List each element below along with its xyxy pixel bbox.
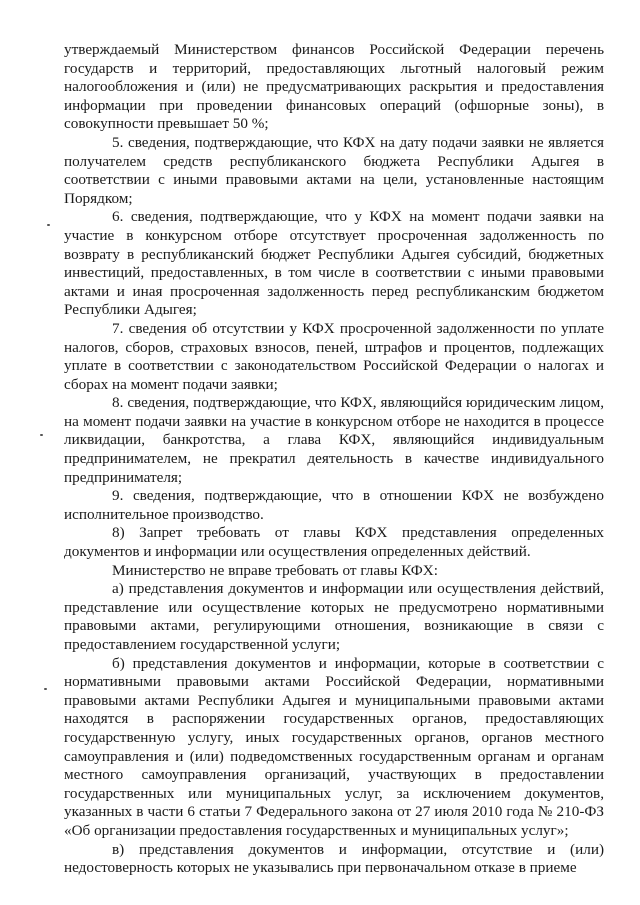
document-body: [64, 41, 604, 878]
margin-speck: [44, 688, 47, 690]
paragraph-item-v: в) представления документов и информации, отсутствие и (или) недостоверность которых не указывались при первоначальном отказе в приеме: [64, 840, 604, 877]
paragraph-item-5: 5. сведения, подтверждающие, что КФХ на дату подачи заявки не является получателем средств республиканского бюджета Республики Адыгея в соответствии с иными правовыми актами на цели, установленные настоящим Порядком;: [64, 133, 604, 207]
paragraph-item-7: 7. сведения об отсутствии у КФХ просроченной задолженности по уплате налогов, сборов, страховых взносов, пеней, штрафов и процентов, подлежащих уплате в соответствии с законодательством Российской Федерации о налогах и сборах на момент подачи заявки;: [64, 319, 604, 393]
margin-speck: [40, 434, 43, 436]
margin-speck: [47, 224, 50, 226]
paragraph-item-8: 8. сведения, подтверждающие, что КФХ, являющийся юридическим лицом, на момент подачи заявки на участие в конкурсном отборе не находится в процессе ликвидации, банкротства, а глава КФХ, являющийся индивидуальным предпринимателем, не прекратил деятельность в качестве индивидуального предпринимателя;: [64, 394, 604, 486]
paragraph-section-8: 8) Запрет требовать от главы КФХ представления определенных документов и информации или осуществления определенных действий.: [64, 524, 604, 561]
paragraph-item-a: а) представления документов и информации или осуществления действий, представление или осуществление которых не предусмотрено нормативными правовыми актами, регулирующими отношения, возникающие в связи с предоставлением государственной услуги;: [64, 580, 604, 653]
paragraph-item-9: 9. сведения, подтверждающие, что в отношении КФХ не возбуждено исполнительное производство.: [64, 487, 604, 523]
paragraph-item-b: б) представления документов и информации, которые в соответствии с нормативными правовыми актами Российской Федерации, нормативными правовыми актами Республики Адыгея и муниципальными правовыми актами находятся в распоряжении государственных органов, предоставляющих государственную услугу, иных государственных органов, органов местного самоуправления и (или) подведомственных государственным органам и органам местного самоуправления организаций, участвующих в предоставлении государственных или муниципальных услуг, за исключением документов, указанных в части 6 статьи 7 Федерального закона от 27 июля 2010 года № 210-ФЗ «Об организации предоставления государственных и муниципальных услуг»;: [64, 654, 604, 839]
paragraph-continuation: утверждаемый Министерством финансов Российской Федерации перечень государств и территорий, предоставляющих льготный налоговый режим налогообложения и (или) не предусматривающих раскрытия и предоставления информации при проведении финансовых операций (офшорные зоны), в совокупности превышает 50 %;: [64, 41, 604, 133]
paragraph-item-6: 6. сведения, подтверждающие, что у КФХ на момент подачи заявки на участие в конкурсном отборе отсутствует просроченная задолженность по возврату в республиканский бюджет Республики Адыгея субсидий, бюджетных инвестиций, предоставленных, в том числе в соответствии с иными правовыми актами и иная просроченная задолженность перед республиканским бюджетом Республики Адыгея;: [64, 208, 604, 319]
paragraph-ministry-intro: Министерство не вправе требовать от главы КФХ:: [112, 561, 438, 579]
